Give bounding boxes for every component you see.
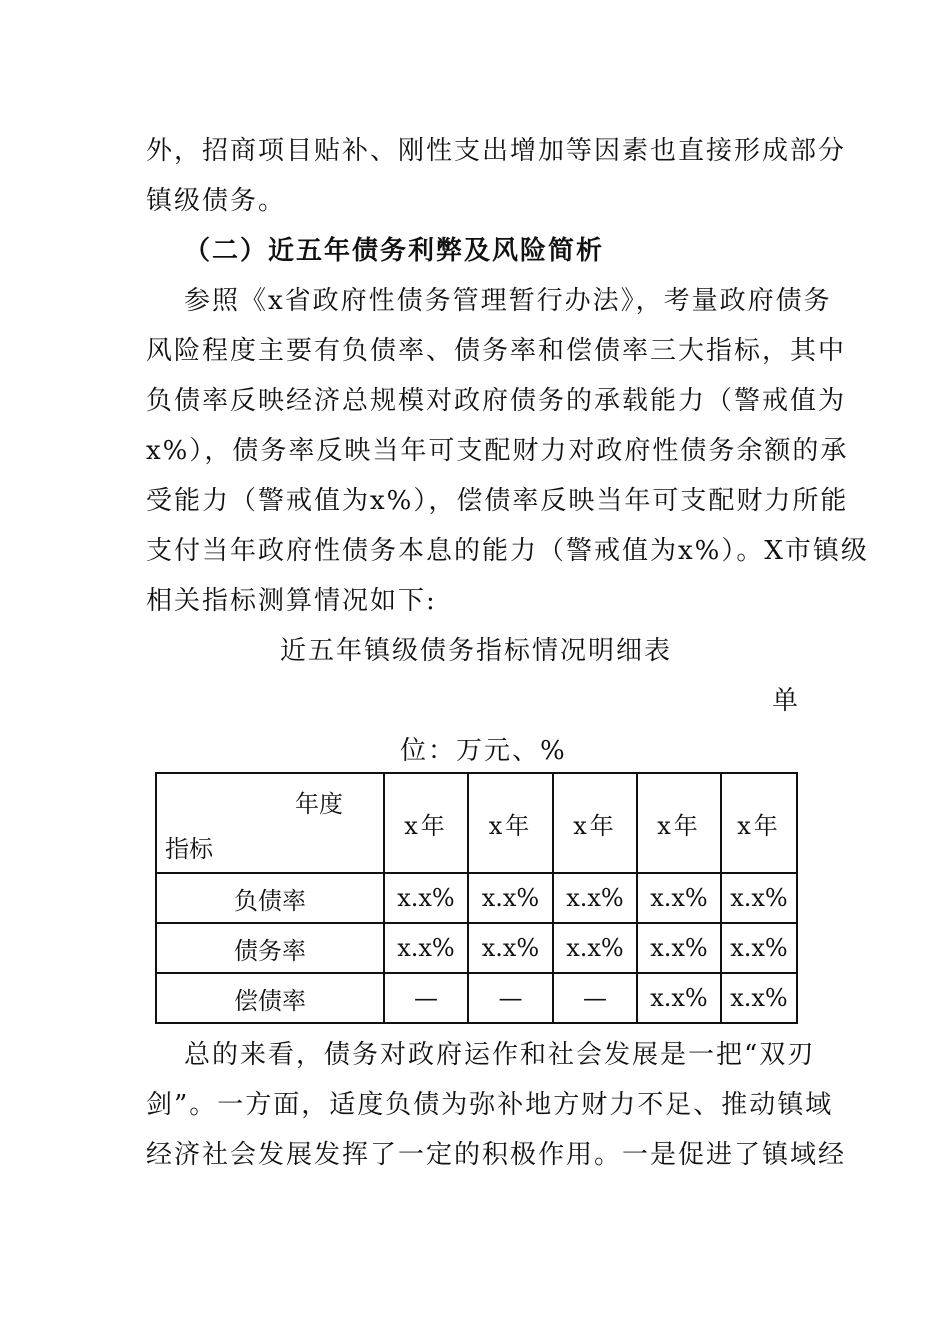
paragraph-line: 镇级债务。: [146, 186, 287, 216]
value-cell: x.x%: [721, 973, 797, 1023]
value-cell: x.x%: [553, 923, 637, 973]
year-header-cell: x年: [384, 773, 468, 873]
paragraph-line: 受能力（警戒值为x%），偿债率反映当年可支配财力所能: [146, 486, 849, 516]
value-cell: x.x%: [384, 923, 468, 973]
paragraph-line: 总的来看，债务对政府运作和社会发展是一把“双刃: [184, 1040, 816, 1070]
value-cell: —: [384, 973, 468, 1023]
section-heading: （二）近五年债务利弊及风险简析: [184, 236, 605, 266]
debt-indicator-table: [155, 772, 798, 1024]
value-cell: x.x%: [721, 873, 797, 923]
paragraph-line: 参照《x省政府性债务管理暂行办法》，考量政府债务: [184, 286, 832, 316]
value-cell: x.x%: [721, 923, 797, 973]
table-unit: 单: [771, 686, 800, 716]
header-year-label: 年度: [295, 790, 343, 818]
table-unit-continued: 位：万元、%: [400, 736, 567, 766]
table-header-row: [156, 773, 797, 873]
value-cell: x.x%: [637, 873, 721, 923]
paragraph-line: 风险程度主要有负债率、债务率和偿债率三大指标，其中: [146, 336, 847, 366]
value-cell: x.x%: [637, 923, 721, 973]
paragraph-line: x%），债务率反映当年可支配财力对政府性债务余额的承: [146, 436, 849, 466]
value-cell: x.x%: [637, 973, 721, 1023]
year-header-cell: x年: [721, 773, 797, 873]
year-header-cell: x年: [637, 773, 721, 873]
row-label-cell: 负债率: [156, 873, 384, 923]
paragraph-line: 外，招商项目贴补、刚性支出增加等因素也直接形成部分: [146, 136, 847, 166]
table-row: [156, 973, 797, 1023]
value-cell: x.x%: [468, 873, 553, 923]
paragraph-line: 负债率反映经济总规模对政府债务的承载能力（警戒值为: [146, 386, 847, 416]
year-header-cell: x年: [553, 773, 637, 873]
table-row: [156, 873, 797, 923]
value-cell: —: [468, 973, 553, 1023]
paragraph-line: 经济社会发展发挥了一定的积极作用。一是促进了镇域经: [146, 1140, 847, 1170]
row-label-cell: 偿债率: [156, 973, 384, 1023]
table-row: [156, 923, 797, 973]
value-cell: x.x%: [553, 873, 637, 923]
paragraph-line: 相关指标测算情况如下:: [146, 586, 437, 616]
table-title: 近五年镇级债务指标情况明细表: [279, 636, 672, 666]
value-cell: x.x%: [468, 923, 553, 973]
header-indicator-label: 指标: [165, 835, 213, 863]
value-cell: —: [553, 973, 637, 1023]
year-header-cell: x年: [468, 773, 553, 873]
row-label-cell: 债务率: [156, 923, 384, 973]
paragraph-line: 剑”。一方面，适度负债为弥补地方财力不足、推动镇域: [146, 1090, 834, 1120]
paragraph-line: 支付当年政府性债务本息的能力（警戒值为x%）。X市镇级: [146, 536, 869, 566]
corner-header-cell: [156, 773, 384, 873]
value-cell: x.x%: [384, 873, 468, 923]
